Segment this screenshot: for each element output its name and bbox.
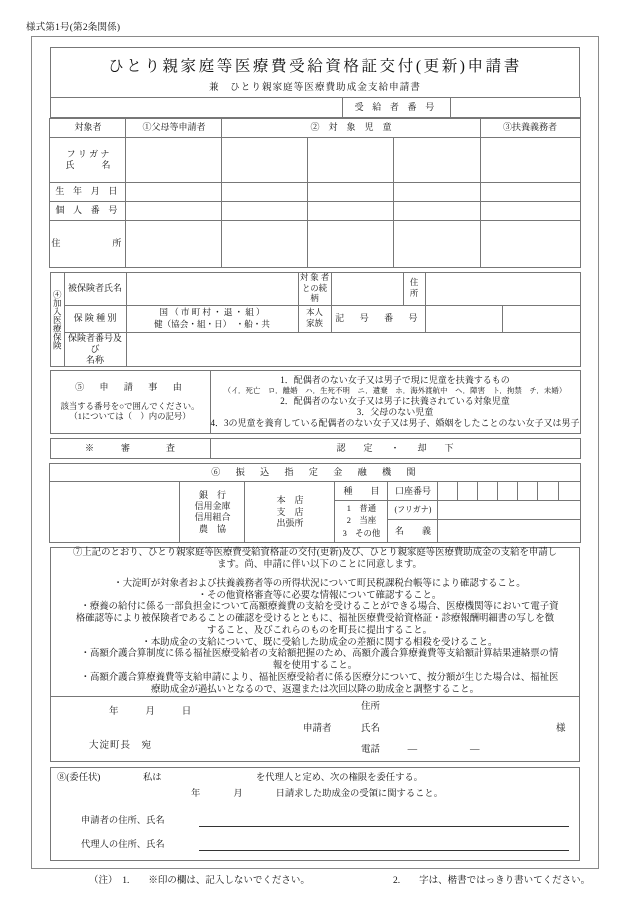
holder-name-label: 名 義 xyxy=(388,520,438,543)
consent-text xyxy=(51,548,580,697)
consent-item-3: ・療養の給付に係る一部負担金について高額療養費の支給を受けることができる場合、医療機関等において電子資 xyxy=(80,602,559,613)
row-label-furigana-line2: 氏 名 xyxy=(65,160,111,170)
proxy-date-month: 月 xyxy=(233,789,243,800)
cell-address-supporter[interactable] xyxy=(480,221,580,268)
signature-day: 日 xyxy=(181,707,192,718)
relation-label-line1: 対 象 者 xyxy=(299,273,330,282)
signature-area xyxy=(51,697,579,761)
signature-month: 月 xyxy=(145,707,155,718)
consent-item-1: ・大淀町が対象者および扶養義務者等の所得状況について町民税課税台帳等により確認すること。 xyxy=(113,578,526,589)
consent-intro-line1: ⑦上記のとおり、ひとり親家庭等医療費受給資格証の交付(更新)及び、ひとり親家庭等医療費助成金の支給を申請し xyxy=(73,548,557,559)
reason-item-2[interactable]: 2．配偶者のない女子又は男子に扶養されている対象児童 xyxy=(280,395,510,406)
row-label-furigana xyxy=(50,138,126,183)
recipient-number-table xyxy=(50,97,581,118)
table-row xyxy=(50,98,580,118)
recipient-number-blank xyxy=(50,98,342,118)
account-digit-6[interactable] xyxy=(538,482,559,501)
consent-item-5-cont: 報を使用すること。 xyxy=(272,661,358,671)
reason-items xyxy=(210,371,580,434)
consent-item-6: ・高額介護合算療養費等支給申請により、福祉医療受給者に係る医療分について、按分額が生じた場合は、福祉医 xyxy=(80,672,559,683)
bank-main-row xyxy=(50,482,580,501)
proxy-date-year: 年 xyxy=(191,789,201,800)
cell-address-child2[interactable] xyxy=(308,221,394,268)
cell-birthdate-child3[interactable] xyxy=(394,183,480,202)
table-row-mynumber xyxy=(50,202,580,221)
table-row-birthdate xyxy=(50,183,580,202)
table-row-furigana xyxy=(50,138,580,183)
cell-mynumber-child2[interactable] xyxy=(308,202,394,221)
signature-sama: 様 xyxy=(556,724,566,735)
examination-table xyxy=(50,438,581,459)
account-digit-7[interactable] xyxy=(559,482,580,501)
reason-row xyxy=(50,371,580,434)
signature-cell xyxy=(51,697,580,762)
account-kind-other: 3 その他 xyxy=(342,529,381,539)
account-kind-options[interactable] xyxy=(335,501,388,543)
reason-item-3[interactable]: 3．父母のない児童 xyxy=(356,406,434,417)
cell-mynumber-child1[interactable] xyxy=(222,202,308,221)
account-kind-toza: 2 当座 xyxy=(346,516,377,526)
account-digit-3[interactable] xyxy=(478,482,498,501)
signature-row xyxy=(51,697,580,762)
proxy-applicant-label: 申請者の住所、氏名 xyxy=(81,816,165,827)
reason-item-4[interactable]: 4．3の児童を養育している配偶者のない女子又は男子、婚姻をしたことのない女子又は男子 xyxy=(210,418,580,429)
insurer-number-label xyxy=(64,332,126,367)
bank-table xyxy=(49,463,580,543)
reason-table xyxy=(50,370,581,434)
bank-type-nokyo: 農 協 xyxy=(198,523,226,534)
examination-label: ※ 審 査 xyxy=(50,439,210,459)
insurance-side-label xyxy=(50,273,64,367)
cell-furigana-child3[interactable] xyxy=(394,138,480,183)
reason-heading-cell xyxy=(50,371,210,434)
signature-addressee: 大淀町長 宛 xyxy=(89,741,153,752)
header-target: 対象者 xyxy=(50,119,126,138)
signature-name-label[interactable]: 氏名 xyxy=(361,724,381,735)
consent-item-3-cont1: 格確認等により被保険者であることの確認を受けるとともに、福祉医療費受給資格証・診療報酬明細書の写しを徴 xyxy=(75,614,555,624)
examination-row xyxy=(50,439,580,459)
person-table xyxy=(49,118,580,268)
cell-furigana-supporter[interactable] xyxy=(480,138,580,183)
proxy-appoint-text: を代理人と定め、次の権限を委任する。 xyxy=(256,773,423,784)
reason-note-1: 該当する番号を○で囲んでください。 xyxy=(60,401,200,411)
insured-name-value[interactable] xyxy=(126,273,298,306)
row-label-mynumber: 個 人 番 号 xyxy=(50,202,126,221)
insured-name-label: 被保険者氏名 xyxy=(64,273,126,306)
bank-branch-options[interactable] xyxy=(245,482,335,543)
insured-self-family[interactable] xyxy=(298,305,331,332)
consent-item-3-cont2: すること、及びこれらのものを町長に提出すること。 xyxy=(206,625,432,636)
header-applicant: ①父母等申請者 xyxy=(126,119,222,138)
bank-branch-head: 本 店 xyxy=(276,495,304,506)
row-label-furigana-line1: フ リ ガ ナ xyxy=(66,148,110,159)
bank-type-bank: 銀 行 xyxy=(198,489,226,500)
proxy-watashi: 私は xyxy=(143,773,162,784)
consent-spacer xyxy=(51,572,579,579)
insurance-row-name xyxy=(50,273,580,306)
insurance-kind-options xyxy=(126,305,298,332)
insurance-symbol-label: 記 号 番 号 xyxy=(331,305,425,332)
insured-address-label-line1: 住 xyxy=(409,278,419,288)
proxy-date-line[interactable] xyxy=(191,789,443,801)
signature-date[interactable] xyxy=(109,707,216,719)
bank-branch-office: 出張所 xyxy=(276,517,304,528)
relation-label xyxy=(298,273,331,306)
account-digit-2[interactable] xyxy=(458,482,478,501)
insurance-kind-options-line2[interactable]: 健（協会・組・日） ・船・共 xyxy=(153,318,270,329)
proxy-area xyxy=(51,768,579,860)
insurer-number-value[interactable] xyxy=(126,332,580,367)
bank-heading-row xyxy=(50,464,580,482)
insurer-number-label-line1: 保険者番号及び xyxy=(67,332,122,354)
row-label-birthdate: 生 年 月 日 xyxy=(50,183,126,202)
proxy-agent-input[interactable] xyxy=(199,850,569,851)
account-number-label: 口座番号 xyxy=(388,482,438,501)
title-box xyxy=(50,47,580,97)
consent-intro-line2: ます。尚、申請に伴い以下のことに同意します。 xyxy=(217,560,422,570)
insurance-side-label-text: ④加入医療保険 xyxy=(52,289,63,350)
page-title: ひとり親家庭等医療費受給資格証交付(更新)申請書 xyxy=(108,58,522,75)
table-row-address xyxy=(50,221,580,268)
cell-address-applicant[interactable] xyxy=(126,221,222,268)
consent-item-4: ・本助成金の支給について、既に受給した助成金の差額に関する相殺を受けること。 xyxy=(141,637,498,648)
bank-type-shinkumi: 信用組合 xyxy=(194,512,231,523)
reason-heading: ⑤ 申 請 事 由 xyxy=(75,381,185,392)
proxy-date-tail: 日請求した助成金の受領に関すること。 xyxy=(275,789,444,800)
account-digit-1[interactable] xyxy=(438,482,458,501)
consent-item-2: ・その他資格審査等に必要な情報について確認すること。 xyxy=(197,590,442,601)
cell-mynumber-supporter[interactable] xyxy=(480,202,580,221)
signature-tel-dash-1: ― xyxy=(407,745,418,756)
cell-birthdate-child2[interactable] xyxy=(308,183,394,202)
cell-birthdate-applicant[interactable] xyxy=(126,183,222,202)
cell-address-child1[interactable] xyxy=(222,221,308,268)
footer-note-item-1: （注） 1. ※印の欄は、記入しないでください。 xyxy=(89,876,310,886)
consent-item-5: ・高額介護合算制度に係る福祉医療受給者の支給額把握のため、高額介護合算療養費等支給額計算結果連絡票の情 xyxy=(80,649,559,660)
insurance-extra-value[interactable] xyxy=(502,305,580,332)
account-digit-5[interactable] xyxy=(518,482,538,501)
row-label-address: 住 所 xyxy=(50,221,126,268)
insured-address-label xyxy=(403,273,425,306)
reason-item-1-codes[interactable]: （イ．死亡 ロ．離婚 ハ．生死不明 ニ．遺棄 ホ．海外渡航中 ヘ．障害 ト．拘禁 チ．未婚） xyxy=(223,386,567,396)
bank-name-value[interactable] xyxy=(50,482,180,543)
bank-branch-branch: 支 店 xyxy=(276,506,304,517)
holder-furigana-label: (フリガナ) xyxy=(388,501,438,520)
proxy-heading: ⑧(委任状) xyxy=(57,773,101,784)
proxy-row xyxy=(51,768,580,861)
holder-furigana-value[interactable] xyxy=(438,501,580,520)
account-kind-futsu: 1 普通 xyxy=(346,503,377,513)
signature-year: 年 xyxy=(109,707,119,718)
cell-birthdate-supporter[interactable] xyxy=(480,183,580,202)
consent-item-6-cont: 療助成金が過払いとなるので、返還または次回以降の助成金と調整すること。 xyxy=(151,684,479,695)
insured-address-value[interactable] xyxy=(425,273,580,306)
insured-address-label-line2: 所 xyxy=(409,288,419,298)
person-table-header-row xyxy=(50,119,580,138)
insurance-kind-label: 保 険 種 別 xyxy=(64,305,126,332)
cell-furigana-applicant[interactable] xyxy=(126,138,222,183)
form-code-label: 様式第1号(第2条関係) xyxy=(26,23,121,33)
recipient-number-value[interactable] xyxy=(450,98,580,118)
reason-item-1[interactable]: 1．配偶者のない女子又は男子で現に児童を扶養するもの xyxy=(280,375,510,386)
insurance-row-kind xyxy=(50,305,580,332)
cell-birthdate-child1[interactable] xyxy=(222,183,308,202)
insurance-table xyxy=(50,272,581,367)
reason-note-2: （1については（ ）内の記号） xyxy=(69,412,191,422)
bank-type-options[interactable] xyxy=(180,482,245,543)
footer-note-item-2: 2. 字は、楷書ではっきり書いてください。 xyxy=(393,876,591,886)
examination-result[interactable]: 認 定 ・ 却 下 xyxy=(210,439,580,459)
relation-value[interactable] xyxy=(331,273,403,306)
insured-family-label: 家族 xyxy=(306,318,323,328)
holder-name-value[interactable] xyxy=(438,520,580,543)
bank-heading: ⑥ 振 込 指 定 金 融 機 関 xyxy=(50,464,580,482)
signature-address-label[interactable]: 住所 xyxy=(361,702,381,713)
consent-row xyxy=(51,548,580,697)
signature-tel-label: 電話 xyxy=(361,745,381,756)
signature-applicant-label: 申請者 xyxy=(303,724,332,735)
account-digit-4[interactable] xyxy=(498,482,518,501)
cell-mynumber-applicant[interactable] xyxy=(126,202,222,221)
proxy-applicant-input[interactable] xyxy=(199,826,569,827)
signature-tel[interactable] xyxy=(361,745,505,757)
header-supporter: ③扶養義務者 xyxy=(480,119,580,138)
proxy-agent-label: 代理人の住所、氏名 xyxy=(81,840,165,851)
title-block xyxy=(50,37,580,97)
form-outer-frame xyxy=(31,36,599,886)
bank-type-shinkin: 信用金庫 xyxy=(194,501,231,511)
cell-furigana-child2[interactable] xyxy=(308,138,394,183)
cell-address-child3[interactable] xyxy=(394,221,480,268)
insurance-symbol-value[interactable] xyxy=(425,305,502,332)
insurance-kind-options-line1[interactable]: 国 （ 市 町 村 ・ 退 ・ 組 ） xyxy=(159,307,265,318)
recipient-number-label: 受 給 者 番 号 xyxy=(342,98,450,118)
signature-tel-dash-2: ― xyxy=(470,745,480,756)
insurer-number-label-line2: 名称 xyxy=(85,355,104,365)
cell-mynumber-child3[interactable] xyxy=(394,202,480,221)
page-subtitle: 兼 ひとり親家庭等医療費助成金支給申請書 xyxy=(208,83,421,93)
header-children: ② 対 象 児 童 xyxy=(222,119,480,138)
insurance-row-insurer xyxy=(50,332,580,367)
cell-furigana-child1[interactable] xyxy=(222,138,308,183)
consent-table xyxy=(50,547,580,762)
insured-self-label: 本人 xyxy=(306,308,323,317)
proxy-cell xyxy=(51,768,580,861)
relation-label-line2: との続柄 xyxy=(301,283,328,303)
account-kind-label: 種 目 xyxy=(335,482,388,501)
proxy-table xyxy=(50,767,580,861)
